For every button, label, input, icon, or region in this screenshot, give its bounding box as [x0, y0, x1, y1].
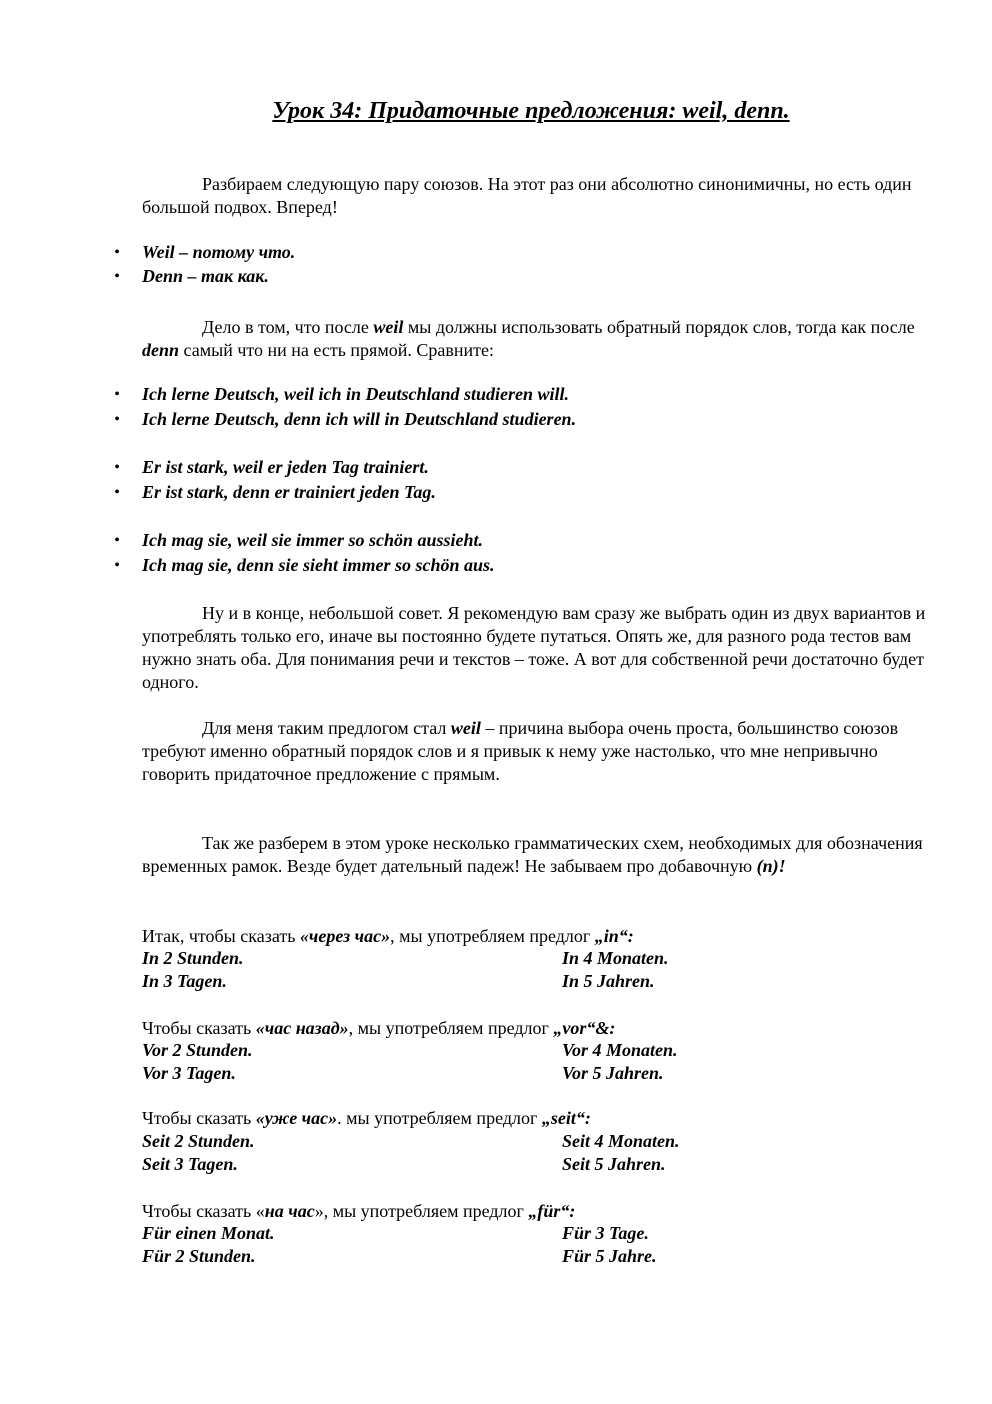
scheme-heading-seit	[142, 1107, 591, 1130]
scheme-example: In 3 Tagen.	[142, 971, 227, 991]
scheme-heading-in	[142, 925, 634, 948]
scheme-text: . мы употребляем предлог	[337, 1108, 542, 1128]
scheme-example: Vor 4 Monaten.	[562, 1040, 678, 1060]
scheme-phrase: «уже час»	[255, 1108, 338, 1128]
example-sentence: Ich lerne Deutsch, denn ich will in Deutschland studieren.	[142, 409, 577, 429]
bullet-icon: •	[114, 459, 120, 476]
conjunction-weil: Weil – потому что.	[142, 242, 296, 262]
bullet-icon: •	[114, 386, 120, 403]
example-sentence: Ich lerne Deutsch, weil ich in Deutschland studieren will.	[142, 384, 570, 404]
scheme-preposition: „in“:	[594, 926, 634, 946]
explanation-denn: denn	[142, 340, 180, 360]
example-sentence: Er ist stark, denn er trainiert jeden Tag.	[142, 482, 436, 502]
scheme-example: Für 3 Tage.	[562, 1223, 649, 1243]
example-sentence: Er ist stark, weil er jeden Tag trainiert.	[142, 457, 429, 477]
bullet-icon: •	[114, 532, 120, 549]
scheme-heading-fuer	[142, 1200, 575, 1223]
scheme-text: Чтобы сказать	[142, 1018, 256, 1038]
scheme-preposition: „seit“:	[541, 1108, 591, 1128]
scheme-preposition: „vor“&:	[553, 1018, 616, 1038]
choice-paragraph	[142, 717, 928, 786]
choice-text: – причина выбора очень проста, большинство союзов требуют именно обратный порядок слов и я привык к нему уже настолько, что мне непривычно говорить придаточное предложение с прямым.	[142, 718, 899, 784]
scheme-text: , мы употребляем предлог	[348, 1018, 554, 1038]
choice-weil: weil	[450, 718, 481, 738]
choice-text: Для меня таким предлогом стал	[202, 718, 451, 738]
scheme-example: In 2 Stunden.	[142, 948, 244, 968]
scheme-heading-vor	[142, 1017, 615, 1040]
conjunction-denn: Denn – так как.	[142, 266, 269, 286]
scheme-text: , мы употребляем предлог	[390, 926, 595, 946]
bullet-icon: •	[114, 411, 120, 428]
scheme-text: Чтобы сказать «	[142, 1201, 265, 1221]
scheme-example: Vor 2 Stunden.	[142, 1040, 253, 1060]
bullet-icon: •	[114, 268, 120, 285]
scheme-example: Vor 5 Jahren.	[562, 1063, 664, 1083]
explanation-paragraph	[142, 316, 928, 362]
scheme-phrase: на час	[264, 1201, 315, 1221]
page-title: Урок 34: Придаточные предложения: weil, denn.	[272, 98, 790, 124]
scheme-phrase: «через час»	[299, 926, 391, 946]
scheme-example: Seit 4 Monaten.	[562, 1131, 680, 1151]
scheme-example: Seit 5 Jahren.	[562, 1154, 666, 1174]
scheme-example: Seit 3 Tagen.	[142, 1154, 238, 1174]
scheme-example: Für einen Monat.	[142, 1223, 275, 1243]
scheme-example: In 4 Monaten.	[562, 948, 669, 968]
scheme-example: Seit 2 Stunden.	[142, 1131, 255, 1151]
schemes-intro-n: (n)!	[756, 856, 786, 876]
scheme-example: Vor 3 Tagen.	[142, 1063, 236, 1083]
example-sentence: Ich mag sie, denn sie sieht immer so schön aus.	[142, 555, 495, 575]
scheme-phrase: «час назад»	[255, 1018, 349, 1038]
scheme-example: In 5 Jahren.	[562, 971, 655, 991]
explanation-text: самый что ни на есть прямой. Сравните:	[179, 340, 494, 360]
schemes-intro-paragraph	[142, 832, 928, 878]
schemes-intro-text: Так же разберем в этом уроке несколько грамматических схем, необходимых для обозначения временных рамок. Везде будет дательный падеж! Не забываем про добавочную	[142, 833, 923, 876]
explanation-weil: weil	[373, 317, 404, 337]
scheme-example: Für 2 Stunden.	[142, 1246, 256, 1266]
intro-paragraph: Разбираем следующую пару союзов. На этот раз они абсолютно синонимичны, но есть один большой подвох. Вперед!	[142, 174, 912, 217]
bullet-icon: •	[114, 244, 120, 261]
explanation-text: мы должны использовать обратный порядок слов, тогда как после	[403, 317, 915, 337]
example-sentence: Ich mag sie, weil sie immer so schön aussieht.	[142, 530, 484, 550]
scheme-text: Итак, чтобы сказать	[142, 926, 300, 946]
explanation-text: Дело в том, что после	[202, 317, 374, 337]
bullet-icon: •	[114, 484, 120, 501]
scheme-example: Für 5 Jahre.	[562, 1246, 657, 1266]
scheme-text: Чтобы сказать	[142, 1108, 256, 1128]
scheme-preposition: „für“:	[528, 1201, 576, 1221]
advice-paragraph: Ну и в конце, небольшой совет. Я рекомендую вам сразу же выбрать один из двух вариантов и употреблять только его, иначе вы постоянно будете путаться. Опять же, для разного рода тестов вам нужно знать оба. Для понимания речи и текстов – тоже. А вот для собственной речи достаточно будет одного.	[142, 603, 926, 692]
scheme-text: », мы употребляем предлог	[314, 1201, 529, 1221]
bullet-icon: •	[114, 557, 120, 574]
